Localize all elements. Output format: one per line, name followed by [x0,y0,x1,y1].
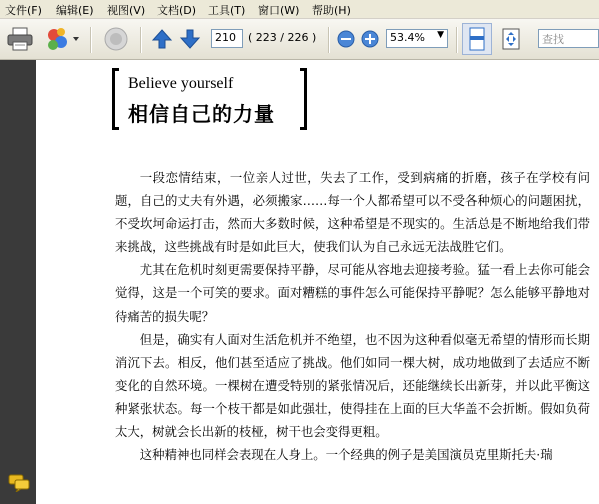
hand-tool-icon [103,26,129,52]
chevron-down-icon: ▼ [437,30,444,40]
zoom-value: 53.4% [390,31,425,44]
toolbar-separator [90,27,92,53]
menu-tools[interactable]: 工具(T) [208,4,246,17]
menu-bar [0,0,599,19]
share-button[interactable] [40,23,84,55]
paragraph: 这种精神也同样会表现在人身上。一个经典的例子是美国演员克里斯托夫·瑞 [139,447,553,463]
collaborate-icon [44,26,80,52]
fit-width-button[interactable] [462,23,492,55]
paragraph: 一段恋情结束，一位亲人过世，失去了工作，受到病痛的折磨，孩子在学校有问题，自己的丈夫有外遇，必须搬家……每一个人都希望可以不受各种烦心的问题困扰，不受坎坷命运打击，然而大多数时候，这种希望是不现实的。生活总是不断地给我们带来挑战，这些挑战有时是如此巨大，使我们认为自己永远无法战胜它们。 [115,170,590,255]
zoom-in-button[interactable] [360,29,380,49]
toolbar [0,19,599,60]
arrow-down-icon [179,28,201,50]
arrow-up-icon [151,28,173,50]
print-button[interactable] [4,23,36,55]
previous-page-button[interactable] [150,27,174,51]
menu-file[interactable]: 文件(F) [5,4,42,17]
title-bracket-right [304,68,307,130]
zoom-out-button[interactable] [336,29,356,49]
menu-window[interactable]: 窗口(W) [258,4,300,17]
menu-document[interactable]: 文档(D) [157,4,197,17]
zoom-in-icon [361,30,379,48]
document-page [36,60,599,504]
next-page-button[interactable] [178,27,202,51]
paragraph: 尤其在危机时刻更需要保持平静，尽可能从容地去迎接考验。猛一看上去你可能会觉得，这是一个可笑的要求。面对糟糕的事件怎么可能保持平静呢？怎么能够平静地对待痛苦的损失呢？ [115,262,590,324]
printer-icon [7,27,33,51]
title-english: Believe yourself [128,75,234,92]
title-chinese: 相信自己的力量 [128,102,275,126]
zoom-select[interactable] [386,29,448,48]
comments-button[interactable] [8,474,30,496]
page-count-label: ( 223 / 226 ) [248,31,317,44]
find-input[interactable]: 查找 [538,29,599,48]
page-number-input[interactable]: 210 [211,29,243,48]
zoom-out-icon [337,30,355,48]
navigation-panel [0,60,36,504]
title-bracket-left [112,68,115,130]
fit-page-icon [500,27,522,51]
comments-icon [8,474,30,492]
toolbar-separator [328,27,330,53]
toolbar-separator [456,27,458,53]
body-text [115,166,590,466]
fit-page-button[interactable] [496,23,526,55]
select-tool-button[interactable] [100,23,132,55]
menu-help[interactable]: 帮助(H) [312,4,351,17]
menu-view[interactable]: 视图(V) [107,4,146,17]
menu-edit[interactable]: 编辑(E) [56,4,94,17]
fit-width-icon [467,27,487,51]
toolbar-separator [140,27,142,53]
paragraph: 但是，确实有人面对生活危机并不绝望，也不因为这种看似毫无希望的情形而长期消沉下去。相反，他们甚至适应了挑战。他们如同一棵大树，成功地做到了去适应不断变化的自然环境。一棵树在遭受特别的紧张情况后，还能继续长出新芽，并以此平衡这种紧张状态。每一个枝干都是如此强壮，使得挂在上面的巨大华盖不会折断。假如负荷太大，树就会长出新的枝桠，树干也会变得更粗。 [115,331,590,440]
